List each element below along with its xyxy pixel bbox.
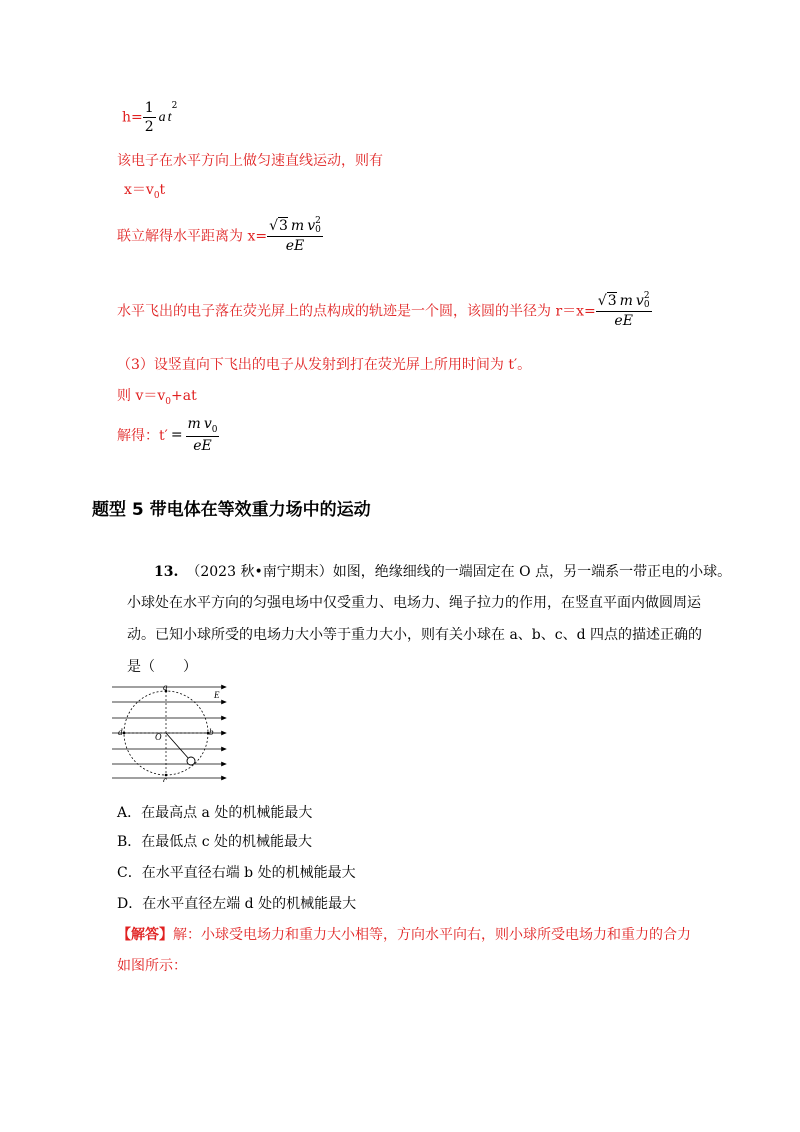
fraction-radius-num: √3 m v 2 0 [597, 291, 650, 310]
fraction-time-den: eE [193, 437, 212, 454]
formula-distance [117, 217, 323, 254]
text-horizontal-motion: 该电子在水平方向上做匀速直线运动，则有 [117, 153, 383, 169]
formula-h-prefix: h= [122, 109, 143, 126]
fraction-radius-sub: 0 [643, 300, 650, 310]
formula-velocity-prefix: 则 v＝v [117, 388, 166, 404]
question-text-1: （2023 秋•南宁期末）如图，绝缘细线的一端固定在 O 点，另一端系一带正电的小球。 [186, 564, 732, 580]
label-O: O [155, 732, 162, 742]
fraction-distance-num: √3 m v 2 0 [269, 216, 321, 235]
fraction-radius-sup: 2 [643, 291, 650, 301]
fraction-radius-sqrt: 3 [607, 293, 617, 309]
label-b: b [209, 727, 214, 737]
question-line-1 [154, 561, 731, 581]
formula-x-sub: 0 [153, 190, 160, 201]
option-b[interactable]: B．在最低点 c 处的机械能最大 [117, 834, 313, 850]
fraction-distance-sub: 0 [315, 225, 321, 235]
fraction-distance-sup: 2 [315, 216, 321, 226]
fraction-time-sub: 0 [211, 424, 218, 435]
fraction-distance-m: m [290, 218, 305, 234]
point-d [123, 732, 126, 735]
formula-h [122, 100, 177, 135]
formula-time-prefix: 解得：t′ [117, 427, 168, 444]
formula-velocity [117, 385, 197, 407]
fraction-half [143, 100, 156, 135]
fraction-radius-v: v [635, 293, 644, 309]
option-c[interactable]: C．在水平直径右端 b 处的机械能最大 [117, 865, 356, 881]
question-line-2: 小球处在水平方向的匀强电场中仅受重力、电场力、绳子拉力的作用，在竖直平面内做圆周运 [127, 595, 701, 611]
string [166, 733, 189, 759]
fraction-time-m: m [187, 416, 201, 432]
question-line-3: 动。已知小球所受的电场力大小等于重力大小，则有关小球在 a、b、c、d 四点的描述正确的 [127, 627, 703, 643]
formula-x-main: x＝v [124, 182, 154, 198]
fraction-time-num [186, 416, 220, 437]
formula-time [117, 416, 219, 454]
fraction-distance-sqrt: 3 [279, 218, 288, 234]
answer-tag: 【解答】 [117, 927, 173, 943]
label-d: d [118, 727, 123, 737]
fraction-half-num: 1 [144, 100, 154, 116]
formula-radius [117, 292, 652, 329]
fraction-radius-m: m [619, 293, 633, 309]
charged-ball [187, 757, 195, 765]
fraction-distance-v: v [307, 218, 316, 234]
fraction-distance-den: eE [285, 238, 305, 254]
electric-field-figure [110, 682, 235, 782]
answer-text-1: 解：小球受电场力和重力大小相等，方向水平向右，则小球所受电场力和重力的合力 [173, 927, 691, 943]
formula-h-sup: 2 [171, 100, 178, 111]
formula-radius-prefix: 水平飞出的电子落在荧光屏上的点构成的轨迹是一个圆，该圆的半径为 r＝x= [117, 303, 596, 320]
answer-line-2: 如图所示： [117, 958, 187, 974]
question-line-4: 是（ ） [127, 659, 197, 675]
formula-h-t: t [167, 109, 172, 125]
formula-x [124, 179, 165, 201]
label-E: E [214, 690, 220, 700]
option-d[interactable]: D．在水平直径左端 d 处的机械能最大 [117, 896, 357, 912]
question-number: 13. [154, 564, 179, 580]
text-part-3: （3）设竖直向下飞出的电子从发射到打在荧光屏上所用时间为 t′。 [117, 357, 532, 373]
section-heading: 题型 5 带电体在等效重力场中的运动 [92, 500, 371, 520]
formula-velocity-sub: 0 [165, 396, 172, 407]
fraction-distance [267, 217, 323, 254]
answer-line-1 [117, 924, 691, 944]
fraction-radius [596, 292, 652, 329]
formula-h-a: a [158, 109, 166, 125]
fraction-time-v: v [203, 416, 212, 432]
option-a[interactable]: A．在最高点 a 处的机械能最大 [117, 805, 313, 821]
formula-time-eq: = [170, 426, 183, 443]
formula-distance-prefix: 联立解得水平距离为 x= [117, 228, 268, 245]
fraction-time [186, 416, 220, 454]
fraction-radius-den: eE [614, 313, 633, 329]
fraction-half-den: 2 [144, 119, 154, 135]
formula-x-t: t [159, 182, 166, 198]
label-c: c [163, 775, 167, 782]
label-a: a [163, 682, 168, 692]
formula-velocity-rest: +at [171, 388, 197, 404]
